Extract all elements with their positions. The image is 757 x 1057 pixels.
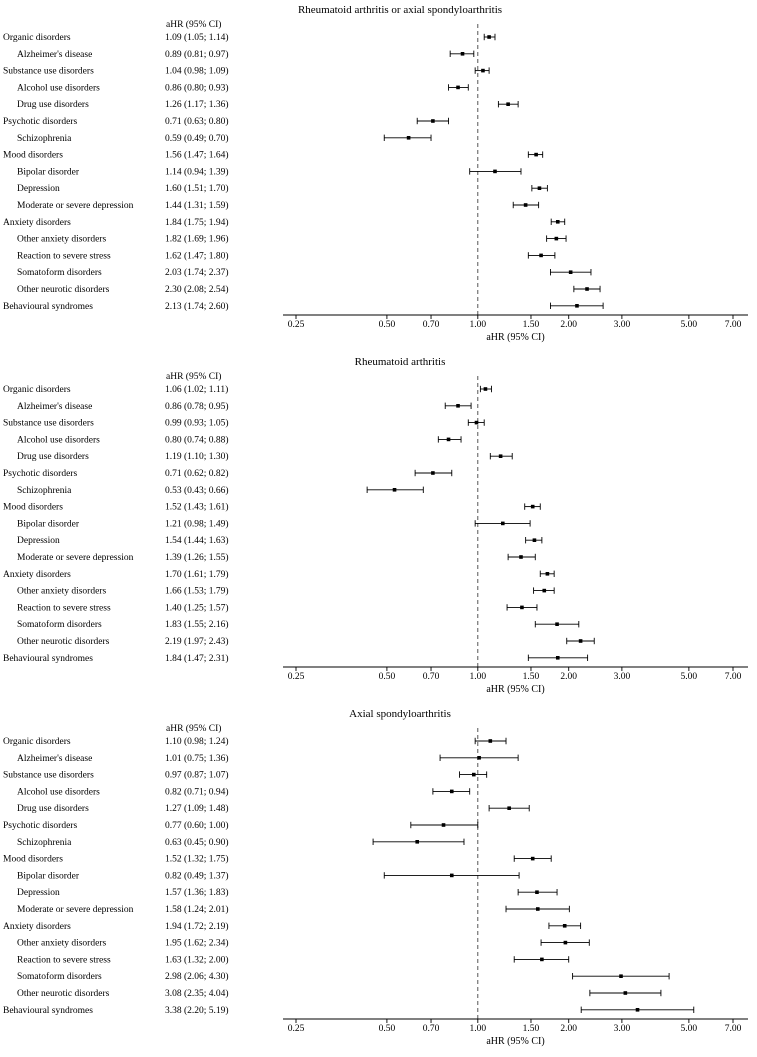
x-axis-tick-label: 2.00 bbox=[560, 1024, 578, 1034]
row-estimate-text: 2.30 (2.08; 2.54) bbox=[165, 285, 229, 295]
x-axis-tick-label: 1.00 bbox=[469, 1024, 487, 1034]
x-axis-tick-label: 0.50 bbox=[378, 672, 396, 682]
point-estimate-marker bbox=[585, 287, 589, 291]
x-axis-tick-label: 0.70 bbox=[422, 1024, 440, 1034]
point-estimate-marker bbox=[564, 941, 568, 945]
point-estimate-marker bbox=[484, 387, 488, 391]
point-estimate-marker bbox=[536, 907, 540, 911]
plot-group bbox=[3, 24, 748, 343]
forest-panel-axspa bbox=[0, 704, 757, 1056]
point-estimate-marker bbox=[472, 773, 476, 777]
column-header: aHR (95% CI) bbox=[166, 20, 222, 30]
row-label: Drug use disorders bbox=[17, 452, 89, 463]
x-axis-tick-label: 1.50 bbox=[522, 672, 540, 682]
x-axis-tick-label: 3.00 bbox=[613, 672, 631, 682]
x-axis-tick-label: 0.70 bbox=[422, 320, 440, 330]
x-axis-tick-label: 1.50 bbox=[522, 320, 540, 330]
row-estimate-text: 0.97 (0.87; 1.07) bbox=[165, 770, 229, 781]
row-label: Mood disorders bbox=[3, 854, 63, 865]
plot-group bbox=[3, 728, 748, 1047]
x-axis-tick-label: 5.00 bbox=[680, 320, 698, 330]
x-axis-tick-label: 1.50 bbox=[522, 1024, 540, 1034]
row-label: Other anxiety disorders bbox=[17, 938, 107, 949]
row-label: Schizophrenia bbox=[17, 485, 72, 496]
row-label: Other anxiety disorders bbox=[17, 234, 107, 245]
row-label: Substance use disorders bbox=[3, 770, 94, 781]
row-estimate-text: 2.19 (1.97; 2.43) bbox=[165, 637, 229, 647]
x-axis-tick-label: 3.00 bbox=[613, 320, 631, 330]
row-estimate-text: 1.84 (1.47; 2.31) bbox=[165, 653, 229, 664]
x-axis-tick-label: 5.00 bbox=[680, 1024, 698, 1034]
row-estimate-text: 1.60 (1.51; 1.70) bbox=[165, 184, 229, 195]
point-estimate-marker bbox=[431, 119, 435, 123]
point-estimate-marker bbox=[531, 505, 535, 509]
row-label: Reaction to severe stress bbox=[17, 603, 111, 614]
point-estimate-marker bbox=[477, 756, 481, 760]
point-estimate-marker bbox=[442, 823, 446, 827]
column-header: aHR (95% CI) bbox=[166, 372, 222, 382]
row-label: Depression bbox=[17, 536, 60, 547]
point-estimate-marker bbox=[555, 237, 559, 241]
point-estimate-marker bbox=[579, 639, 583, 643]
row-label: Alcohol use disorders bbox=[17, 435, 100, 446]
row-estimate-text: 1.62 (1.47; 1.80) bbox=[165, 251, 229, 262]
row-label: Somatoform disorders bbox=[17, 620, 102, 631]
row-label: Other neurotic disorders bbox=[17, 637, 110, 647]
row-label: Drug use disorders bbox=[17, 100, 89, 111]
row-estimate-text: 1.94 (1.72; 2.19) bbox=[165, 921, 229, 932]
row-estimate-text: 1.26 (1.17; 1.36) bbox=[165, 100, 229, 111]
row-label: Mood disorders bbox=[3, 150, 63, 161]
point-estimate-marker bbox=[575, 304, 579, 308]
row-estimate-text: 1.84 (1.75; 1.94) bbox=[165, 217, 229, 228]
row-estimate-text: 0.89 (0.81; 0.97) bbox=[165, 49, 229, 60]
forest-plot-svg bbox=[0, 704, 757, 1056]
row-estimate-text: 1.14 (0.94; 1.39) bbox=[165, 167, 229, 178]
row-label: Substance use disorders bbox=[3, 418, 94, 429]
row-estimate-text: 1.56 (1.47; 1.64) bbox=[165, 150, 229, 161]
row-label: Depression bbox=[17, 888, 60, 899]
x-axis-tick-label: 0.25 bbox=[287, 320, 305, 330]
forest-plot-svg bbox=[0, 352, 757, 704]
row-estimate-text: 1.66 (1.53; 1.79) bbox=[165, 586, 229, 597]
row-estimate-text: 0.71 (0.63; 0.80) bbox=[165, 117, 229, 127]
point-estimate-marker bbox=[555, 622, 559, 626]
point-estimate-marker bbox=[520, 606, 524, 610]
row-label: Alcohol use disorders bbox=[17, 83, 100, 94]
x-axis-tick-label: 2.00 bbox=[560, 320, 578, 330]
row-label: Organic disorders bbox=[3, 385, 71, 395]
panel-title: Rheumatoid arthritis or axial spondyloarthritis bbox=[297, 4, 503, 16]
row-estimate-text: 2.13 (1.74; 2.60) bbox=[165, 301, 229, 312]
row-estimate-text: 1.83 (1.55; 2.16) bbox=[165, 620, 229, 631]
row-label: Other anxiety disorders bbox=[17, 586, 107, 597]
point-estimate-marker bbox=[501, 522, 505, 526]
row-estimate-text: 0.63 (0.45; 0.90) bbox=[165, 837, 229, 848]
row-label: Substance use disorders bbox=[3, 66, 94, 77]
point-estimate-marker bbox=[506, 102, 510, 106]
row-estimate-text: 3.08 (2.35; 4.04) bbox=[165, 989, 229, 999]
row-estimate-text: 1.19 (1.10; 1.30) bbox=[165, 452, 229, 463]
row-label: Psychotic disorders bbox=[3, 469, 78, 479]
column-header: aHR (95% CI) bbox=[166, 724, 222, 734]
point-estimate-marker bbox=[415, 840, 419, 844]
row-estimate-text: 1.44 (1.31; 1.59) bbox=[165, 201, 229, 211]
row-estimate-text: 0.86 (0.78; 0.95) bbox=[165, 401, 229, 412]
point-estimate-marker bbox=[556, 220, 560, 224]
row-estimate-text: 1.82 (1.69; 1.96) bbox=[165, 234, 229, 245]
row-estimate-text: 1.95 (1.62; 2.34) bbox=[165, 938, 229, 949]
row-estimate-text: 0.86 (0.80; 0.93) bbox=[165, 83, 229, 94]
panel-title: Axial spondyloarthritis bbox=[349, 708, 451, 720]
row-label: Behavioural syndromes bbox=[3, 1005, 93, 1016]
point-estimate-marker bbox=[507, 806, 511, 810]
row-label: Anxiety disorders bbox=[3, 569, 71, 580]
row-estimate-text: 0.80 (0.74; 0.88) bbox=[165, 435, 229, 446]
x-axis-tick-label: 0.70 bbox=[422, 672, 440, 682]
row-label: Anxiety disorders bbox=[3, 921, 71, 932]
row-label: Alzheimer's disease bbox=[17, 753, 93, 764]
point-estimate-marker bbox=[524, 203, 528, 207]
row-estimate-text: 1.58 (1.24; 2.01) bbox=[165, 905, 229, 915]
point-estimate-marker bbox=[456, 404, 460, 408]
row-label: Mood disorders bbox=[3, 502, 63, 513]
row-estimate-text: 2.98 (2.06; 4.30) bbox=[165, 972, 229, 983]
panel-title: Rheumatoid arthritis bbox=[354, 356, 446, 368]
point-estimate-marker bbox=[533, 538, 537, 542]
x-axis-tick-label: 1.00 bbox=[469, 320, 487, 330]
x-axis-tick-label: 7.00 bbox=[724, 320, 742, 330]
row-estimate-text: 1.40 (1.25; 1.57) bbox=[165, 603, 229, 614]
row-estimate-text: 0.82 (0.49; 1.37) bbox=[165, 871, 229, 882]
row-estimate-text: 0.99 (0.93; 1.05) bbox=[165, 418, 229, 429]
point-estimate-marker bbox=[393, 488, 397, 492]
point-estimate-marker bbox=[540, 958, 544, 962]
row-label: Bipolar disorder bbox=[17, 871, 80, 882]
forest-panel-ra-or-axspa bbox=[0, 0, 757, 352]
row-estimate-text: 1.70 (1.61; 1.79) bbox=[165, 569, 229, 580]
row-label: Anxiety disorders bbox=[3, 217, 71, 228]
point-estimate-marker bbox=[636, 1008, 640, 1012]
x-axis-tick-label: 3.00 bbox=[613, 1024, 631, 1034]
row-estimate-text: 1.39 (1.26; 1.55) bbox=[165, 553, 229, 563]
x-axis-tick-label: 1.00 bbox=[469, 672, 487, 682]
row-estimate-text: 0.59 (0.49; 0.70) bbox=[165, 133, 229, 144]
row-estimate-text: 0.71 (0.62; 0.82) bbox=[165, 469, 229, 479]
row-estimate-text: 1.10 (0.98; 1.24) bbox=[165, 737, 229, 747]
point-estimate-marker bbox=[489, 739, 493, 743]
row-label: Other neurotic disorders bbox=[17, 285, 110, 295]
point-estimate-marker bbox=[461, 52, 465, 56]
row-label: Bipolar disorder bbox=[17, 519, 80, 530]
row-estimate-text: 0.53 (0.43; 0.66) bbox=[165, 485, 229, 496]
row-label: Alzheimer's disease bbox=[17, 401, 93, 412]
point-estimate-marker bbox=[563, 924, 567, 928]
row-estimate-text: 1.57 (1.36; 1.83) bbox=[165, 888, 229, 899]
x-axis-tick-label: 5.00 bbox=[680, 672, 698, 682]
row-estimate-text: 3.38 (2.20; 5.19) bbox=[165, 1005, 229, 1016]
plot-group bbox=[3, 376, 748, 695]
row-label: Moderate or severe depression bbox=[17, 201, 134, 211]
row-label: Schizophrenia bbox=[17, 837, 72, 848]
row-estimate-text: 1.52 (1.43; 1.61) bbox=[165, 502, 229, 513]
point-estimate-marker bbox=[450, 874, 454, 878]
row-label: Other neurotic disorders bbox=[17, 989, 110, 999]
row-label: Psychotic disorders bbox=[3, 821, 78, 831]
point-estimate-marker bbox=[569, 270, 573, 274]
row-estimate-text: 2.03 (1.74; 2.37) bbox=[165, 268, 229, 279]
point-estimate-marker bbox=[493, 170, 497, 174]
forest-plot-svg bbox=[0, 0, 757, 352]
point-estimate-marker bbox=[519, 555, 523, 559]
row-estimate-text: 1.54 (1.44; 1.63) bbox=[165, 536, 229, 547]
point-estimate-marker bbox=[487, 35, 491, 39]
row-label: Depression bbox=[17, 184, 60, 195]
x-axis-tick-label: 0.50 bbox=[378, 1024, 396, 1034]
point-estimate-marker bbox=[499, 454, 503, 458]
point-estimate-marker bbox=[456, 86, 460, 90]
x-axis-tick-label: 7.00 bbox=[724, 1024, 742, 1034]
row-label: Somatoform disorders bbox=[17, 268, 102, 279]
row-label: Behavioural syndromes bbox=[3, 301, 93, 312]
row-label: Somatoform disorders bbox=[17, 972, 102, 983]
row-label: Behavioural syndromes bbox=[3, 653, 93, 664]
row-estimate-text: 0.82 (0.71; 0.94) bbox=[165, 787, 229, 798]
point-estimate-marker bbox=[534, 153, 538, 157]
row-estimate-text: 1.04 (0.98; 1.09) bbox=[165, 66, 229, 77]
row-label: Alcohol use disorders bbox=[17, 787, 100, 798]
point-estimate-marker bbox=[475, 421, 479, 425]
row-label: Drug use disorders bbox=[17, 804, 89, 815]
row-estimate-text: 1.01 (0.75; 1.36) bbox=[165, 753, 229, 764]
row-estimate-text: 1.06 (1.02; 1.11) bbox=[165, 385, 229, 395]
forest-panel-ra bbox=[0, 352, 757, 704]
row-label: Psychotic disorders bbox=[3, 117, 78, 127]
row-label: Reaction to severe stress bbox=[17, 955, 111, 966]
x-axis-tick-label: 7.00 bbox=[724, 672, 742, 682]
point-estimate-marker bbox=[556, 656, 560, 660]
x-axis-title: aHR (95% CI) bbox=[486, 684, 545, 695]
point-estimate-marker bbox=[450, 790, 454, 794]
x-axis-tick-label: 2.00 bbox=[560, 672, 578, 682]
row-estimate-text: 1.21 (0.98; 1.49) bbox=[165, 519, 229, 530]
row-label: Schizophrenia bbox=[17, 133, 72, 144]
row-estimate-text: 0.77 (0.60; 1.00) bbox=[165, 821, 229, 831]
row-estimate-text: 1.09 (1.05; 1.14) bbox=[165, 33, 229, 43]
x-axis-title: aHR (95% CI) bbox=[486, 332, 545, 343]
point-estimate-marker bbox=[538, 186, 542, 190]
point-estimate-marker bbox=[447, 438, 451, 442]
point-estimate-marker bbox=[407, 136, 411, 140]
x-axis-title: aHR (95% CI) bbox=[486, 1036, 545, 1047]
row-label: Organic disorders bbox=[3, 33, 71, 43]
point-estimate-marker bbox=[481, 69, 485, 73]
x-axis-tick-label: 0.50 bbox=[378, 320, 396, 330]
row-label: Reaction to severe stress bbox=[17, 251, 111, 262]
point-estimate-marker bbox=[431, 471, 435, 475]
point-estimate-marker bbox=[539, 254, 543, 258]
row-estimate-text: 1.63 (1.32; 2.00) bbox=[165, 955, 229, 966]
row-label: Organic disorders bbox=[3, 737, 71, 747]
x-axis-tick-label: 0.25 bbox=[287, 1024, 305, 1034]
row-estimate-text: 1.27 (1.09; 1.48) bbox=[165, 804, 229, 815]
row-label: Bipolar disorder bbox=[17, 167, 80, 178]
point-estimate-marker bbox=[542, 589, 546, 593]
point-estimate-marker bbox=[619, 974, 623, 978]
point-estimate-marker bbox=[535, 890, 539, 894]
x-axis-tick-label: 0.25 bbox=[287, 672, 305, 682]
row-estimate-text: 1.52 (1.32; 1.75) bbox=[165, 854, 229, 865]
row-label: Alzheimer's disease bbox=[17, 49, 93, 60]
point-estimate-marker bbox=[546, 572, 550, 576]
row-label: Moderate or severe depression bbox=[17, 905, 134, 915]
point-estimate-marker bbox=[531, 857, 535, 861]
row-label: Moderate or severe depression bbox=[17, 553, 134, 563]
point-estimate-marker bbox=[624, 991, 628, 995]
